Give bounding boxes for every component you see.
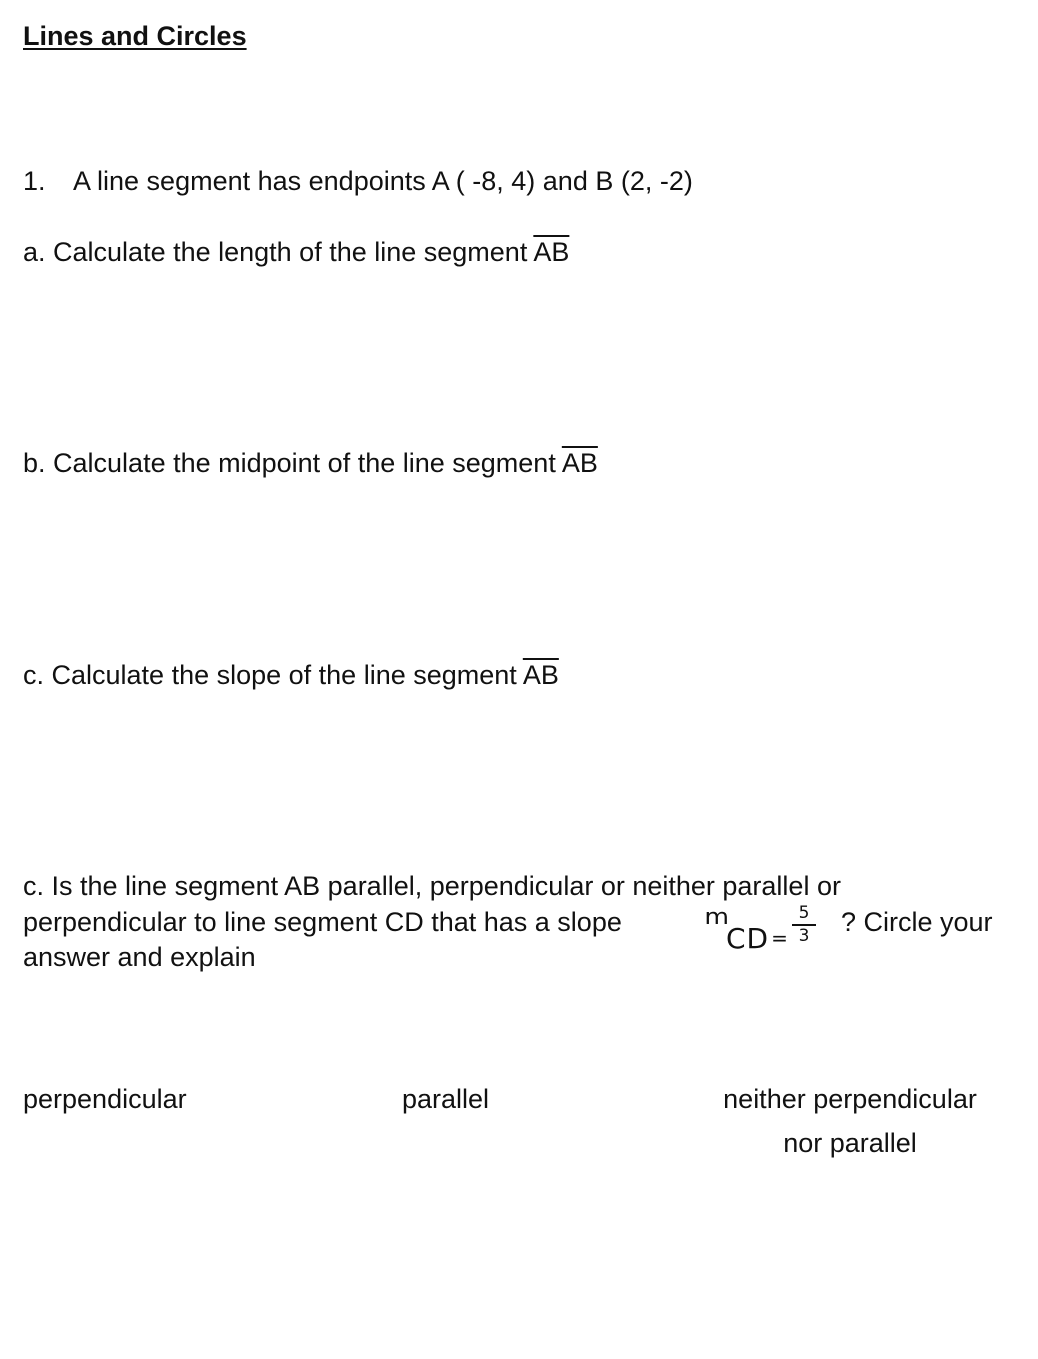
part-d-line-2-start: perpendicular to line segment CD that has a slope — [23, 907, 622, 937]
option-parallel[interactable]: parallel — [402, 1084, 490, 1114]
part-a-prompt — [23, 235, 569, 270]
question-1-stem — [23, 164, 693, 199]
question-1-text: A line segment has endpoints A ( -8, 4) and B (2, -2) — [73, 166, 693, 196]
option-neither-line-2: nor parallel — [783, 1128, 917, 1158]
segment-ab-label: $\overline{AB}$ — [522, 660, 559, 690]
part-a-text: a. Calculate the length of the line segment — [23, 237, 534, 267]
part-d-line-2-end: ? Circle your — [841, 907, 993, 937]
part-d-line-1: c. Is the line segment AB parallel, perpendicular or neither parallel or — [23, 871, 841, 901]
part-b-prompt — [23, 446, 598, 481]
handwritten-equals: = — [771, 926, 789, 950]
option-perpendicular[interactable]: perpendicular — [23, 1084, 187, 1114]
part-b-text: b. Calculate the midpoint of the line segment — [23, 448, 562, 478]
option-neither-line-1: neither perpendicular — [723, 1084, 977, 1114]
segment-ab-label: $\overline{AB}$ — [533, 237, 570, 267]
fraction-denominator: 3 — [798, 926, 810, 946]
part-c-prompt — [23, 658, 559, 693]
handwritten-cd: CD — [726, 922, 770, 955]
handwritten-slope-subscript — [726, 922, 789, 955]
handwritten-slope-m: m — [704, 905, 730, 930]
segment-ab-label: $\overline{AB}$ — [561, 448, 598, 478]
option-neither[interactable] — [709, 1077, 991, 1165]
part-d-line-3: answer and explain — [23, 942, 256, 972]
question-number: 1. — [23, 166, 46, 196]
part-c-text: c. Calculate the slope of the line segment — [23, 660, 523, 690]
handwritten-fraction — [790, 905, 818, 945]
page-title: Lines and Circles — [23, 21, 247, 51]
fraction-numerator: 5 — [798, 903, 810, 923]
